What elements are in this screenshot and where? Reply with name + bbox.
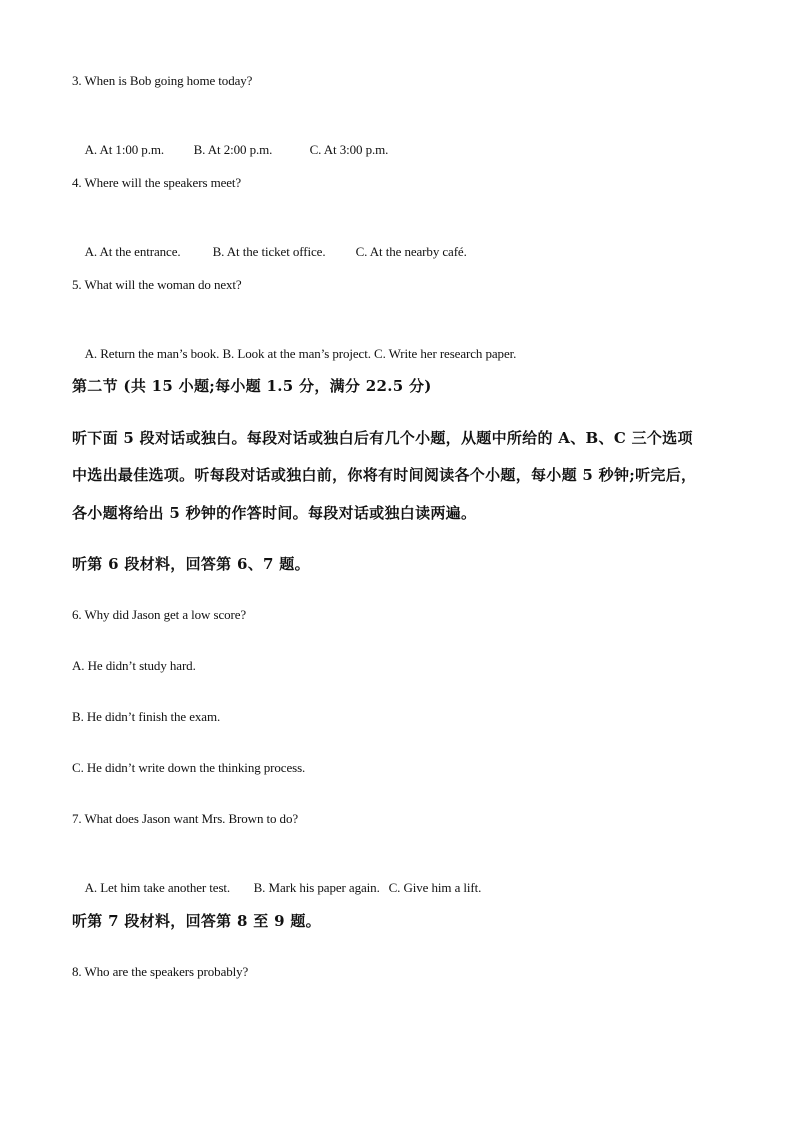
- option-a: A. Let him take another test.: [84, 880, 231, 895]
- option-b: B. Look at the man’s project.: [222, 346, 371, 361]
- option-c: C. Write her research paper.: [374, 346, 517, 361]
- section-2-instructions-line-3: 各小题将给出 5 秒钟的作答时间。每段对话或独白读两遍。: [72, 504, 477, 522]
- question-6: 6. Why did Jason get a low score?: [72, 607, 247, 622]
- question-6-option-b: B. He didn’t finish the exam.: [72, 709, 221, 724]
- option-b: B. At 2:00 p.m.: [193, 142, 273, 157]
- option-c: C. At 3:00 p.m.: [309, 142, 389, 157]
- question-6-option-c: C. He didn’t write down the thinking process.: [72, 760, 306, 775]
- section-2-instructions-line-1: 听下面 5 段对话或独白。每段对话或独白后有几个小题，从题中所给的 A、B、C 三个选项: [72, 429, 693, 447]
- option-b: B. At the ticket office.: [212, 244, 326, 259]
- option-b: B. Mark his paper again.: [253, 880, 380, 895]
- option-a: A. At 1:00 p.m.: [84, 142, 165, 157]
- option-c: C. At the nearby café.: [355, 244, 467, 259]
- question-8: 8. Who are the speakers probably?: [72, 964, 249, 979]
- option-a: A. Return the man’s book.: [84, 346, 220, 361]
- material-6-heading: 听第 6 段材料，回答第 6、7 题。: [72, 555, 310, 573]
- question-3-options: [72, 123, 388, 177]
- option-c: C. Give him a lift.: [388, 880, 482, 895]
- question-6-option-a: A. He didn’t study hard.: [72, 658, 196, 673]
- material-7-heading: 听第 7 段材料，回答第 8 至 9 题。: [72, 912, 321, 930]
- section-2-heading: 第二节 (共 15 小题;每小题 1.5 分，满分 22.5 分): [72, 377, 432, 395]
- question-3: 3. When is Bob going home today?: [72, 73, 253, 88]
- question-7-options: [72, 861, 481, 915]
- question-5: 5. What will the woman do next?: [72, 277, 242, 292]
- question-7: 7. What does Jason want Mrs. Brown to do?: [72, 811, 299, 826]
- option-a: A. At the entrance.: [84, 244, 181, 259]
- question-5-options: [72, 327, 516, 381]
- question-4-options: [72, 225, 467, 279]
- section-2-instructions-line-2: 中选出最佳选项。听每段对话或独白前，你将有时间阅读各个小题，每小题 5 秒钟;听完后，: [72, 466, 697, 484]
- question-4: 4. Where will the speakers meet?: [72, 175, 242, 190]
